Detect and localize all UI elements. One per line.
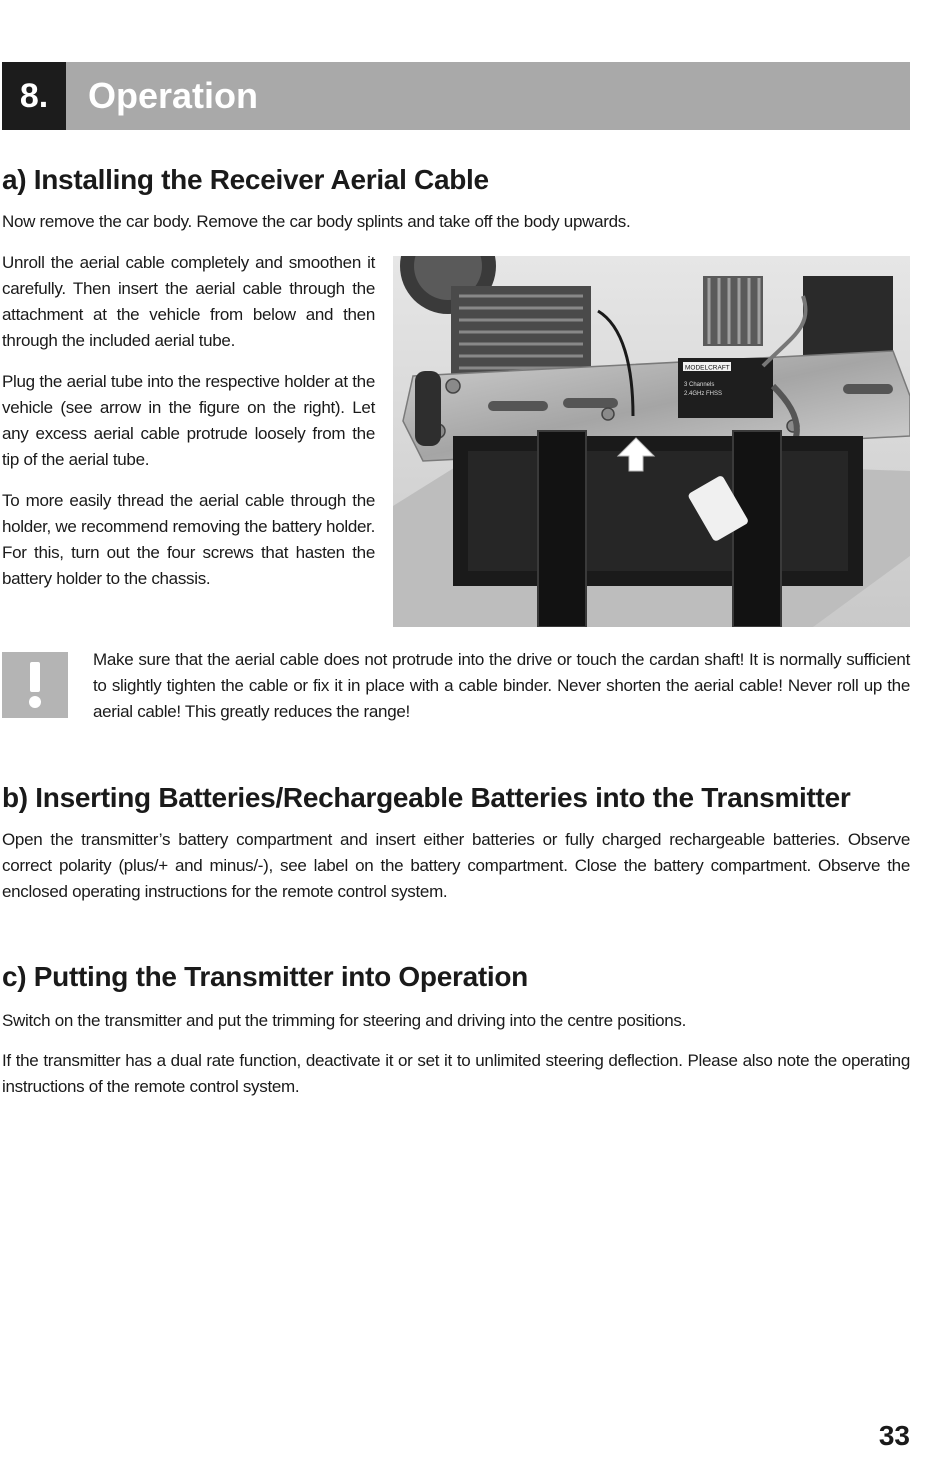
section-a-para2: Plug the aerial tube into the respective holder at the vehicle (see arrow in the figure on the right). Let any excess aerial cable protrude loosely from the tip of the aerial tube. — [2, 372, 375, 469]
section-c-para2: If the transmitter has a dual rate function, deactivate it or set it to unlimited steering deflection. Please also note the operating instructions of the remote control system. — [2, 1051, 910, 1096]
section-a-intro: Now remove the car body. Remove the car body splints and take off the body upwards. — [2, 212, 631, 231]
receiver-channels-label: 3 Channels — [684, 382, 715, 388]
warning-box — [2, 652, 68, 718]
exclamation-icon — [2, 652, 68, 718]
warning-text: Make sure that the aerial cable does not protrude into the drive or touch the cardan shaft! It is normally sufficient to slightly tighten the cable or fix it in place with a cable binder. Never shorten the aerial cable! Never roll up the aerial cable! This greatly reduces the range! — [93, 650, 910, 721]
section-b-para1: Open the transmitter’s battery compartment and insert either batteries or fully charged rechargeable batteries. Observe correct polarity (plus/+ and minus/-), see label on the battery compartment. Close the battery compartment. Observe the enclosed operating instructions for the remote control system. — [2, 830, 910, 901]
section-a-para3: To more easily thread the aerial cable through the holder, we recommend removing the battery holder. For this, turn out the four screws that hasten the battery holder to the chassis. — [2, 491, 375, 588]
rc-car-chassis-photo — [393, 256, 910, 627]
chapter-header — [2, 62, 910, 130]
page-number: 33 — [878, 1420, 910, 1451]
chapter-number: 8. — [2, 62, 66, 130]
receiver-brand-label: MODELCRAFT — [685, 364, 730, 372]
section-c-heading: c) Putting the Transmitter into Operation — [2, 961, 528, 992]
chapter-title: Operation — [88, 75, 259, 116]
section-a-para1: Unroll the aerial cable completely and smoothen it carefully. Then insert the aerial cable through the attachment at the vehicle from below and then through the included aerial tube. — [2, 253, 375, 350]
receiver-frequency-label: 2.4GHz FHSS — [684, 391, 723, 397]
section-b-heading: b) Inserting Batteries/Rechargeable Batteries into the Transmitter — [2, 782, 851, 813]
section-c-para1: Switch on the transmitter and put the trimming for steering and driving into the centre positions. — [2, 1011, 687, 1030]
section-a-heading: a) Installing the Receiver Aerial Cable — [2, 164, 489, 195]
